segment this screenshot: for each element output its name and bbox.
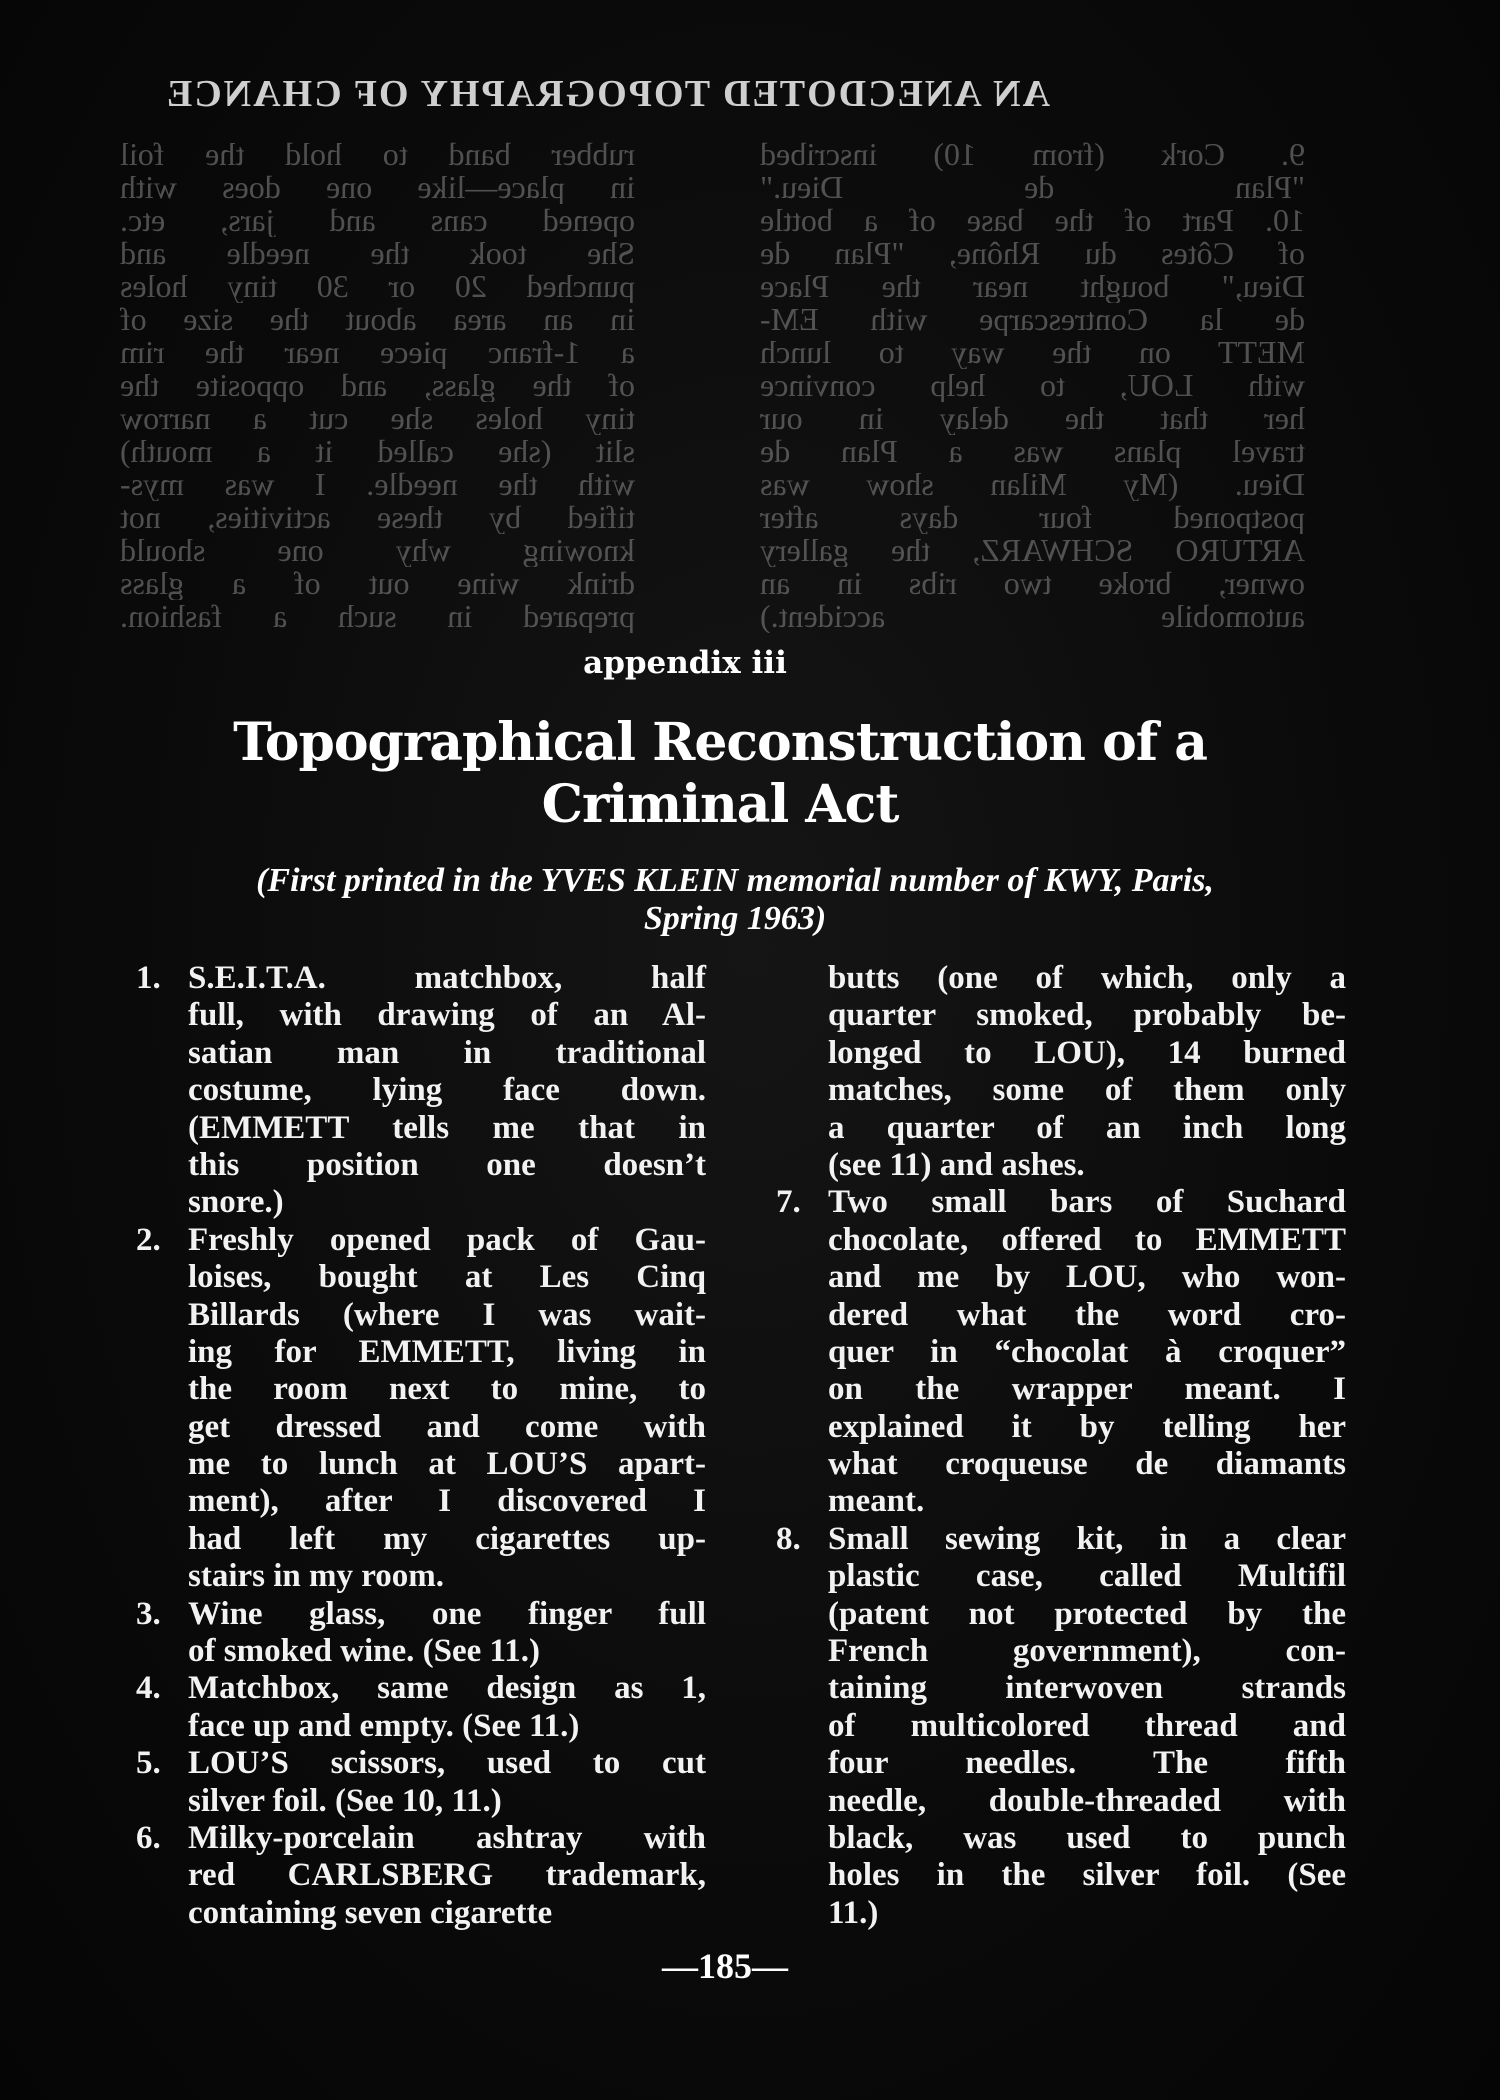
list-item-line <box>188 1297 706 1334</box>
list-item-line <box>828 1633 1346 1670</box>
list-item-text: silver foil. (See 10, 11.) <box>188 1782 502 1819</box>
list-item-line <box>776 1520 1346 1558</box>
list-item-line <box>188 1035 706 1072</box>
list-item-line <box>828 960 1346 997</box>
list-item-text: red CARLSBERG trademark, <box>188 1857 706 1894</box>
list-item-text: Small sewing kit, in a clear <box>828 1520 1346 1557</box>
show-through-line: of the glass, and opposite the <box>120 369 635 402</box>
list-item-number: 3. <box>136 1595 161 1632</box>
list-item-line <box>188 1147 706 1184</box>
list-item-text: (patent not protected by the <box>828 1595 1346 1632</box>
list-item-line <box>776 1184 1346 1221</box>
list-item-text: quer in “chocolat à croquer” <box>828 1333 1346 1370</box>
show-through-line: automobile accident.) <box>760 600 1305 633</box>
list-item <box>136 960 706 1222</box>
list-item-line <box>828 997 1346 1034</box>
list-item-line <box>136 1221 706 1259</box>
list-item-line <box>188 1334 706 1371</box>
list-item-line <box>188 1521 706 1558</box>
list-item-text: taining interwoven strands <box>828 1670 1346 1707</box>
list-item-text: needle, double-threaded with <box>828 1782 1346 1819</box>
list-item-line <box>188 1409 706 1446</box>
list-item-text: of smoked wine. (See 11.) <box>188 1633 540 1670</box>
show-through-line: slit (she called it a mouth) <box>120 435 635 468</box>
title-line: Topographical Reconstruction of a <box>233 712 1207 773</box>
list-item-text: the room next to mine, to <box>188 1371 706 1408</box>
list-item <box>136 1819 706 1932</box>
list-item-line <box>828 1783 1346 1820</box>
title-line: Criminal Act <box>541 774 899 835</box>
list-item-line <box>828 1596 1346 1633</box>
show-through-line: prepared in such a fashion. <box>120 600 635 633</box>
list-item-line <box>828 1820 1346 1857</box>
list-item-number: 2. <box>136 1221 161 1258</box>
list-item-text: a quarter of an inch long <box>828 1109 1346 1146</box>
list-item-text: this position one doesn’t <box>188 1146 706 1183</box>
list-item-text: four needles. The fifth <box>828 1745 1346 1782</box>
show-through-line: Dieu," bought near the Place <box>760 270 1305 303</box>
list-item-line <box>188 1895 706 1932</box>
list-item-line <box>828 1035 1346 1072</box>
list-item-number: 4. <box>136 1670 161 1707</box>
show-through-line: of Côtes du Rhône, "Plan de <box>760 237 1305 270</box>
list-item-line <box>188 1110 706 1147</box>
list-item-line <box>828 1670 1346 1707</box>
list-item-text: dered what the word cro- <box>828 1296 1346 1333</box>
list-item-text: Matchbox, same design as 1, <box>188 1670 706 1707</box>
list-item-text: snore.) <box>188 1184 284 1221</box>
list-item-text: (EMMETT tells me that in <box>188 1109 706 1146</box>
list-item-line <box>828 1409 1346 1446</box>
list-item-text: ing for EMMETT, living in <box>188 1333 706 1370</box>
list-item <box>136 1595 706 1671</box>
show-through-line: tiny holes she cut a narrow <box>120 402 635 435</box>
left-column <box>136 960 706 1932</box>
subtitle-line: Spring 1963) <box>643 900 827 937</box>
list-item-text: Billards (where I was wait- <box>188 1296 706 1333</box>
show-through-line: de la Contrescarpe with EM- <box>760 303 1305 336</box>
list-item-text: Freshly opened pack of Gau- <box>188 1221 706 1258</box>
subtitle-line: (First printed in the YVES KLEIN memorial number of KWY, Paris, <box>256 862 1214 899</box>
show-through-line: punched 20 or 30 tiny holes <box>120 270 635 303</box>
list-item-text: full, with drawing of an Al- <box>188 997 706 1034</box>
show-through-line: with LOU, to help convince <box>760 369 1305 402</box>
show-through-line: ARTURO SCHWARZ, the gallery <box>760 534 1305 567</box>
list-item-number: 1. <box>136 960 161 996</box>
list-item-text: quarter smoked, probably be- <box>828 997 1346 1034</box>
list-item-line <box>828 1334 1346 1371</box>
list-item-line <box>188 1072 706 1109</box>
list-item-line <box>188 1483 706 1520</box>
appendix-label: appendix iii <box>583 645 787 681</box>
right-column <box>776 960 1346 1932</box>
list-item-line <box>828 1147 1346 1184</box>
list-item-line <box>136 1670 706 1707</box>
page-number: —185— <box>662 1946 788 1986</box>
list-item-number: 7. <box>776 1184 801 1221</box>
list-item-line <box>828 1297 1346 1334</box>
list-item-text: (see 11) and ashes. <box>828 1146 1085 1183</box>
list-item-line <box>188 997 706 1034</box>
list-item-text: costume, lying face down. <box>188 1072 706 1109</box>
show-through-line: drink wine out of a glass <box>120 567 635 600</box>
subtitle <box>115 862 1355 938</box>
show-through-line: Dieu. (My Milan show was <box>760 468 1305 501</box>
list-item <box>136 1745 706 1820</box>
show-through-line: "Plan de Dieu." <box>760 171 1305 204</box>
list-item-text: Milky-porcelain ashtray with <box>188 1819 706 1856</box>
page-title <box>0 712 1470 836</box>
list-item-line <box>828 1446 1346 1483</box>
list-item-line <box>828 1558 1346 1595</box>
list-item-text: ment), after I discovered I <box>188 1483 706 1520</box>
show-through-text-right <box>760 138 1305 633</box>
list-item-line <box>136 1595 706 1633</box>
list-item-text: satian man in traditional <box>188 1034 706 1071</box>
list-item-line <box>188 1708 706 1745</box>
list-item-text: of multicolored thread and <box>828 1707 1346 1744</box>
list-item-text: black, was used to punch <box>828 1819 1346 1856</box>
list-item-text: had left my cigarettes up- <box>188 1520 706 1557</box>
list-item-text: butts (one of which, only a <box>828 960 1346 996</box>
list-item-text: chocolate, offered to EMMETT <box>828 1221 1346 1258</box>
show-through-line: a 1-franc piece near the rim <box>120 336 635 369</box>
list-item-line <box>188 1446 706 1483</box>
list-item-number: 6. <box>136 1819 161 1856</box>
list-item-text: me to lunch at LOU’S apart- <box>188 1446 706 1483</box>
list-item-line <box>828 1483 1346 1520</box>
list-item-line <box>188 1633 706 1670</box>
show-through-line: 9. Cork (from 10) inscribed <box>760 138 1305 171</box>
list-item-text: S.E.I.T.A. matchbox, half <box>188 960 706 996</box>
list-item-text: Two small bars of Suchard <box>828 1184 1346 1221</box>
show-through-line: tified by these activities, not <box>120 501 635 534</box>
list-item-text: 11.) <box>828 1894 879 1931</box>
list-item-line <box>828 1259 1346 1296</box>
list-item-text: Wine glass, one finger full <box>188 1595 706 1632</box>
show-through-line: rubber band to hold the foil <box>120 138 635 171</box>
running-head-mirrored: AN ANECDOTED TOPOGRAPHY OF CHANCE <box>164 73 1051 115</box>
list-item-text: loises, bought at Les Cinq <box>188 1259 706 1296</box>
list-item-text: explained it by telling her <box>828 1408 1346 1445</box>
list-item <box>776 1184 1346 1521</box>
show-through-text-left <box>120 138 635 633</box>
show-through-line: in an area about the size of <box>120 303 635 336</box>
list-item-line <box>136 1745 706 1782</box>
list-item-line <box>828 1708 1346 1745</box>
show-through-line: She took the needle and <box>120 237 635 270</box>
show-through-line: travel plans was a Plan de <box>760 435 1305 468</box>
list-item-text: LOU’S scissors, used to cut <box>188 1745 706 1782</box>
list-item-line <box>188 1371 706 1408</box>
list-item-text: longed to LOU), 14 burned <box>828 1034 1346 1071</box>
list-item <box>136 1221 706 1596</box>
show-through-line: knowing why one should <box>120 534 635 567</box>
list-item-line <box>828 1371 1346 1408</box>
list-item-line <box>828 1745 1346 1782</box>
show-through-line: owner, broke two ribs in an <box>760 567 1305 600</box>
list-item-text: and me by LOU, who won- <box>828 1259 1346 1296</box>
show-through-line: 10. Part of the base of a bottle <box>760 204 1305 237</box>
list-item-line <box>188 1184 706 1221</box>
list-item <box>776 1520 1346 1932</box>
list-item-line <box>828 1072 1346 1109</box>
list-item-text: meant. <box>828 1483 925 1520</box>
list-item-text: get dressed and come with <box>188 1408 706 1445</box>
list-item-line <box>828 1857 1346 1894</box>
list-item-number: 8. <box>776 1520 801 1557</box>
list-item-text: on the wrapper meant. I <box>828 1371 1346 1408</box>
show-through-line: postponed four days after <box>760 501 1305 534</box>
list-item-number: 5. <box>136 1745 161 1782</box>
list-item-line <box>136 960 706 997</box>
list-item-text: matches, some of them only <box>828 1072 1346 1109</box>
list-item-line <box>188 1857 706 1894</box>
list-item-line <box>188 1783 706 1820</box>
list-item-line <box>828 1222 1346 1259</box>
list-item-text: what croqueuse de diamants <box>828 1446 1346 1483</box>
show-through-line: METT on the way to lunch <box>760 336 1305 369</box>
list-item-text: plastic case, called Multifil <box>828 1558 1346 1595</box>
list-item-line <box>136 1819 706 1857</box>
list-item-line <box>188 1259 706 1296</box>
list-item-text: French government), con- <box>828 1633 1346 1670</box>
list-item-text: containing seven cigarette <box>188 1894 553 1931</box>
show-through-line: with the needle. I was mys- <box>120 468 635 501</box>
list-item-line <box>188 1558 706 1595</box>
list-item <box>828 960 1346 1184</box>
list-item-line <box>828 1895 1346 1932</box>
list-item-text: face up and empty. (See 11.) <box>188 1707 580 1744</box>
list-item <box>136 1670 706 1745</box>
show-through-line: opened cans and jars, etc. <box>120 204 635 237</box>
show-through-line: her that the delay in our <box>760 402 1305 435</box>
list-item-text: stairs in my room. <box>188 1558 445 1595</box>
show-through-line: in place—like one does with <box>120 171 635 204</box>
list-item-line <box>828 1110 1346 1147</box>
list-item-text: holes in the silver foil. (See <box>828 1857 1346 1894</box>
